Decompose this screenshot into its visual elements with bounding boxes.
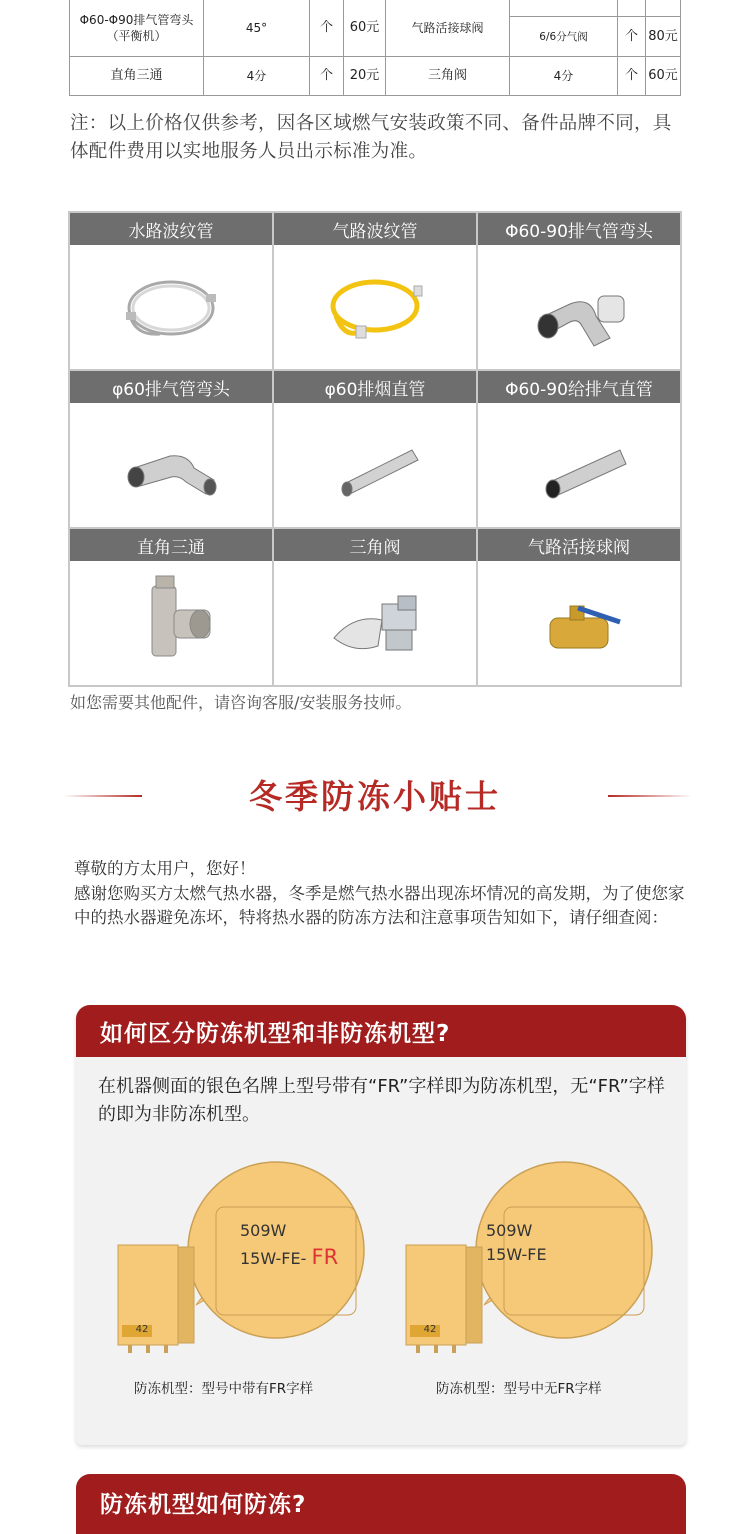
- part-label: 气路波纹管: [274, 213, 476, 245]
- model-line-2: [240, 1245, 338, 1269]
- caption-fr: 防冻机型：型号中带有FR字样: [134, 1381, 314, 1397]
- more-parts-note: 如您需要其他配件，请咨询客服/安装服务技师。: [70, 693, 412, 712]
- price-cell-price: 80元: [646, 17, 680, 57]
- heater-display: 42: [135, 1324, 149, 1335]
- part-card: [70, 371, 272, 527]
- price-note: 注：以上价格仅供参考，因各区域燃气安装政策不同、备件品牌不同，具体配件费用以实地服务人员出示标准为准。: [70, 113, 672, 162]
- price-cell-unit: 个: [310, 57, 344, 95]
- price-cell-price: [646, 0, 680, 17]
- price-cell-name: 三角阀: [386, 57, 510, 95]
- part-label: 水路波纹管: [70, 213, 272, 245]
- greeting-body: 感谢您购买方太燃气热水器，冬季是燃气热水器出现冻坏情况的高发期，为了使您家中的热水器避免冻坏，特将热水器的防冻方法和注意事项告知如下，请仔细查阅：: [74, 883, 685, 927]
- model-line-1: 509W: [486, 1221, 533, 1240]
- part-label: Φ60-90排气管弯头: [478, 213, 680, 245]
- elbow-60-icon: [70, 404, 272, 527]
- parts-grid: [68, 211, 682, 687]
- greeting-text: [74, 857, 694, 931]
- model-line-2: 15W-FE: [486, 1245, 547, 1264]
- price-table: [69, 0, 681, 96]
- part-label: φ60排烟直管: [274, 371, 476, 403]
- price-cell-unit: [618, 0, 646, 17]
- price-cell-unit: 个: [310, 0, 344, 57]
- part-card: [70, 529, 272, 685]
- elbow-90-icon: [478, 246, 680, 369]
- section-antifreeze-how: [76, 1474, 686, 1534]
- ball-valve-icon: [478, 562, 680, 685]
- part-label: 直角三通: [70, 529, 272, 561]
- part-card: [70, 213, 272, 369]
- heater-display: 42: [423, 1324, 437, 1335]
- section-antifreeze-identify: [76, 1005, 686, 1445]
- angle-valve-icon: [274, 562, 476, 685]
- coaxial-pipe-icon: [478, 404, 680, 527]
- heater-illustration-fr: [116, 1155, 376, 1375]
- winter-tips-title: 冬季防冻小贴士: [249, 777, 501, 816]
- price-cell-spec: 6/6分气阀: [510, 17, 618, 57]
- price-cell-spec: 45°: [204, 0, 310, 57]
- heater-illustration-no-fr: [404, 1155, 664, 1375]
- model-line-1: 509W: [240, 1221, 287, 1240]
- straight-pipe-icon: [274, 404, 476, 527]
- section-title: 防冻机型如何防冻?: [100, 1492, 307, 1518]
- price-cell-unit: 个: [618, 57, 646, 95]
- section-title: 如何区分防冻机型和非防冻机型?: [76, 1005, 686, 1057]
- price-cell-price: 60元: [648, 68, 678, 83]
- part-label: Φ60-90给排气直管: [478, 371, 680, 403]
- part-card: [274, 213, 476, 369]
- part-label: φ60排气管弯头: [70, 371, 272, 403]
- part-label: 气路活接球阀: [478, 529, 680, 561]
- model-line-2-text: 15W-FE-: [240, 1249, 307, 1268]
- price-cell-unit: 个: [618, 17, 646, 57]
- part-card: [478, 529, 680, 685]
- caption-no-fr: 防冻机型：型号中无FR字样: [436, 1381, 602, 1397]
- price-cell-name: 气路活接球阀: [386, 0, 510, 57]
- price-cell-spec: 4分: [510, 57, 618, 95]
- fr-mark: FR: [311, 1245, 339, 1269]
- price-cell-name: 直角三通: [70, 57, 204, 95]
- gas-hose-icon: [274, 246, 476, 369]
- water-hose-icon: [70, 246, 272, 369]
- part-card: [274, 529, 476, 685]
- price-cell-spec: 4分: [204, 57, 310, 95]
- tee-fitting-icon: [70, 562, 272, 685]
- price-cell-spec: [510, 0, 618, 17]
- part-card: [478, 213, 680, 369]
- price-cell-price: 60元: [344, 0, 386, 57]
- part-label: 三角阀: [274, 529, 476, 561]
- price-cell-price: 20元: [344, 57, 386, 95]
- part-card: [274, 371, 476, 527]
- greeting-line: 尊敬的方太用户，您好！: [74, 859, 256, 878]
- section-body: 在机器侧面的银色名牌上型号带有“FR”字样即为防冻机型，无“FR”字样的即为非防冻机型。: [98, 1076, 665, 1125]
- price-cell-name: Φ60-Φ90排气管弯头 （平衡机）: [70, 0, 204, 57]
- part-card: [478, 371, 680, 527]
